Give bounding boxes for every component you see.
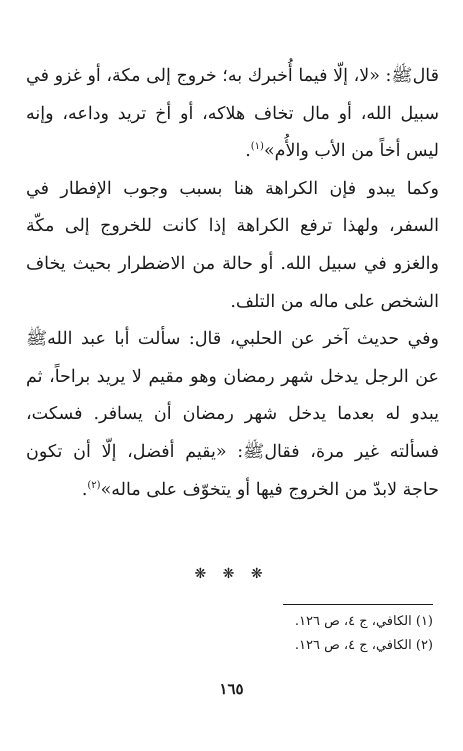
paragraph-text: وفي حديث آخر عن الحلبي، قال: سألت أبا عبد الله‏ﷺ عن الرجل يدخل شهر رمضان وهو مقيم لا يريد براحاً، ثم يبدو له بعدما يدخل شهر رمضان أن يسافر. فسكت، فسألته غير مرة، فقال‏ﷺ: «يقيم أفضل، إلّا أن تكون حاجة لابدّ من الخروج فيها أو يتخوّف على ماله»: [26, 329, 439, 500]
footnote-reference: (١): [250, 141, 264, 153]
footnote-divider: [283, 604, 433, 605]
paragraph-text: وكما يبدو فإن الكراهة هنا بسبب وجوب الإفطار في السفر، ولهذا ترفع الكراهة إذا كانت للخروج إلى مكّة والغزو في سبيل الله. أو حالة من الاضطرار بحيث يخاف الشخص على ماله من التلف.: [26, 178, 439, 312]
main-text: [26, 58, 439, 509]
paragraph-commentary: [26, 171, 439, 321]
footnote-reference: (٢): [87, 479, 101, 491]
section-separator: ❋ ❋ ❋: [194, 566, 269, 582]
paragraph-tail: .: [245, 141, 251, 162]
page-number: ١٦٥: [219, 680, 244, 698]
footnote-2: (٢) الكافي، ج ٤، ص ١٢٦.: [294, 638, 433, 653]
paragraph-hadith-1: [26, 58, 439, 171]
paragraph-hadith-2: [26, 321, 439, 509]
footnotes: [133, 610, 433, 658]
paragraph-text: قال‏ﷺ: «لا، إلّا فيما أُخبرك به؛ خروج إلى مكة، أو غزو في سبيل الله، أو مال تخاف هلاكه، أو أخ تريد وداعه، وإنه ليس أخاً من الأب والأُم»: [26, 66, 439, 162]
paragraph-tail: .: [81, 479, 88, 500]
footnote-1: (١) الكافي، ج ٤، ص ١٢٦.: [294, 614, 433, 629]
